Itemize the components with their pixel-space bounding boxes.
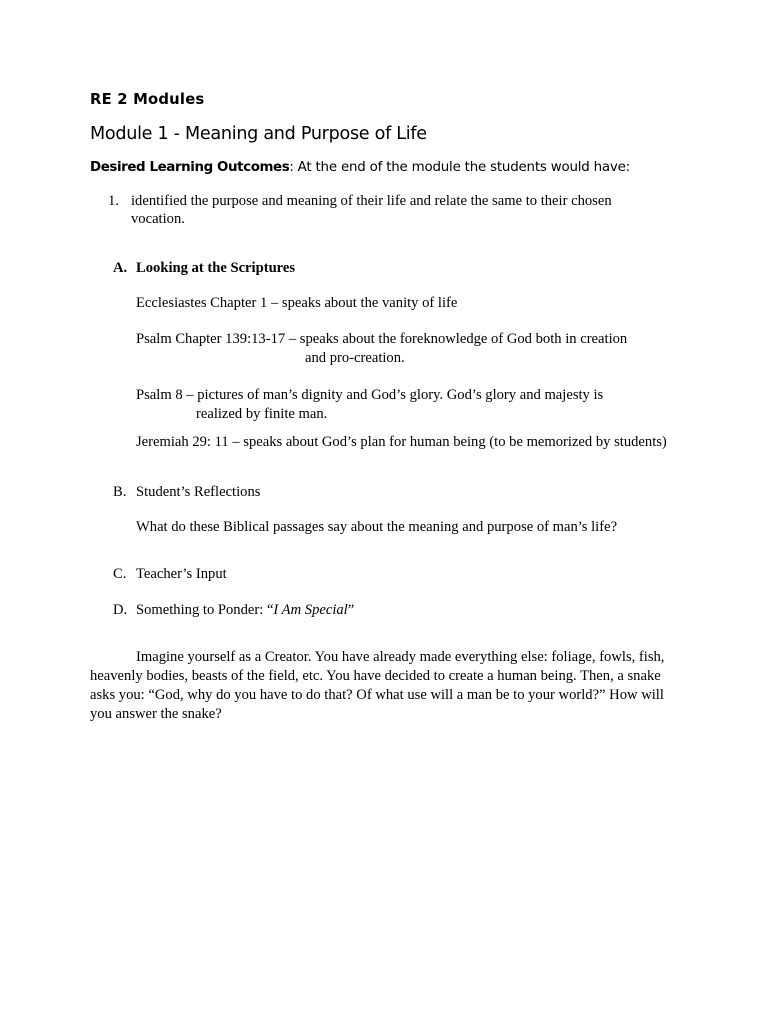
section-b-heading: Student’s Reflections (136, 484, 261, 500)
learning-outcomes-text: : At the end of the module the students would have: (289, 160, 630, 175)
psalm-139-line1: Psalm Chapter 139:13-17 – speaks about the foreknowledge of God both in creation (136, 331, 628, 347)
learning-outcomes-label: Desired Learning Outcomes (90, 160, 290, 175)
psalm-8-line1: Psalm 8 – pictures of man’s dignity and God’s glory. God’s glory and majesty is (136, 387, 604, 403)
section-b-letter: B. (113, 484, 127, 500)
outcome-text-line2: vocation. (131, 211, 185, 227)
psalm-139-line2: and pro-creation. (305, 350, 405, 366)
section-a-letter: A. (113, 260, 128, 276)
reflection-paragraph: Imagine yourself as a Creator. You have already made everything else: foliage, fowls, fish, heavenly bodies, beasts of the field, etc. You have decided to create a human being. Then, a snake asks you: “God, why do you have to do that? Of what use will a man be to your world?” How will you answer the snake? (90, 649, 665, 722)
section-c-letter: C. (113, 566, 127, 582)
section-d-title: I Am Special (273, 602, 348, 618)
outcome-text-line1: identified the purpose and meaning of their life and relate the same to their chosen (131, 193, 612, 209)
section-d-label: Something to Ponder: “ (136, 602, 274, 618)
jeremiah-reference: Jeremiah 29: 11 – speaks about God’s plan for human being (to be memorized by students) (136, 434, 667, 450)
section-a-heading: Looking at the Scriptures (136, 260, 296, 276)
section-c-heading: Teacher’s Input (136, 566, 227, 582)
psalm-8-line2: realized by finite man. (196, 406, 328, 422)
section-d-letter: D. (113, 602, 128, 618)
reflection-question: What do these Biblical passages say about the meaning and purpose of man’s life? (136, 519, 618, 535)
section-d-close-quote: ” (347, 602, 355, 618)
outcome-number: 1. (108, 193, 119, 209)
course-title: RE 2 Modules (90, 91, 205, 108)
section-d-heading (136, 601, 354, 620)
module-title: Module 1 - Meaning and Purpose of Life (90, 124, 427, 144)
ecclesiastes-reference: Ecclesiastes Chapter 1 – speaks about the vanity of life (136, 295, 458, 311)
learning-outcomes-intro (90, 160, 630, 175)
